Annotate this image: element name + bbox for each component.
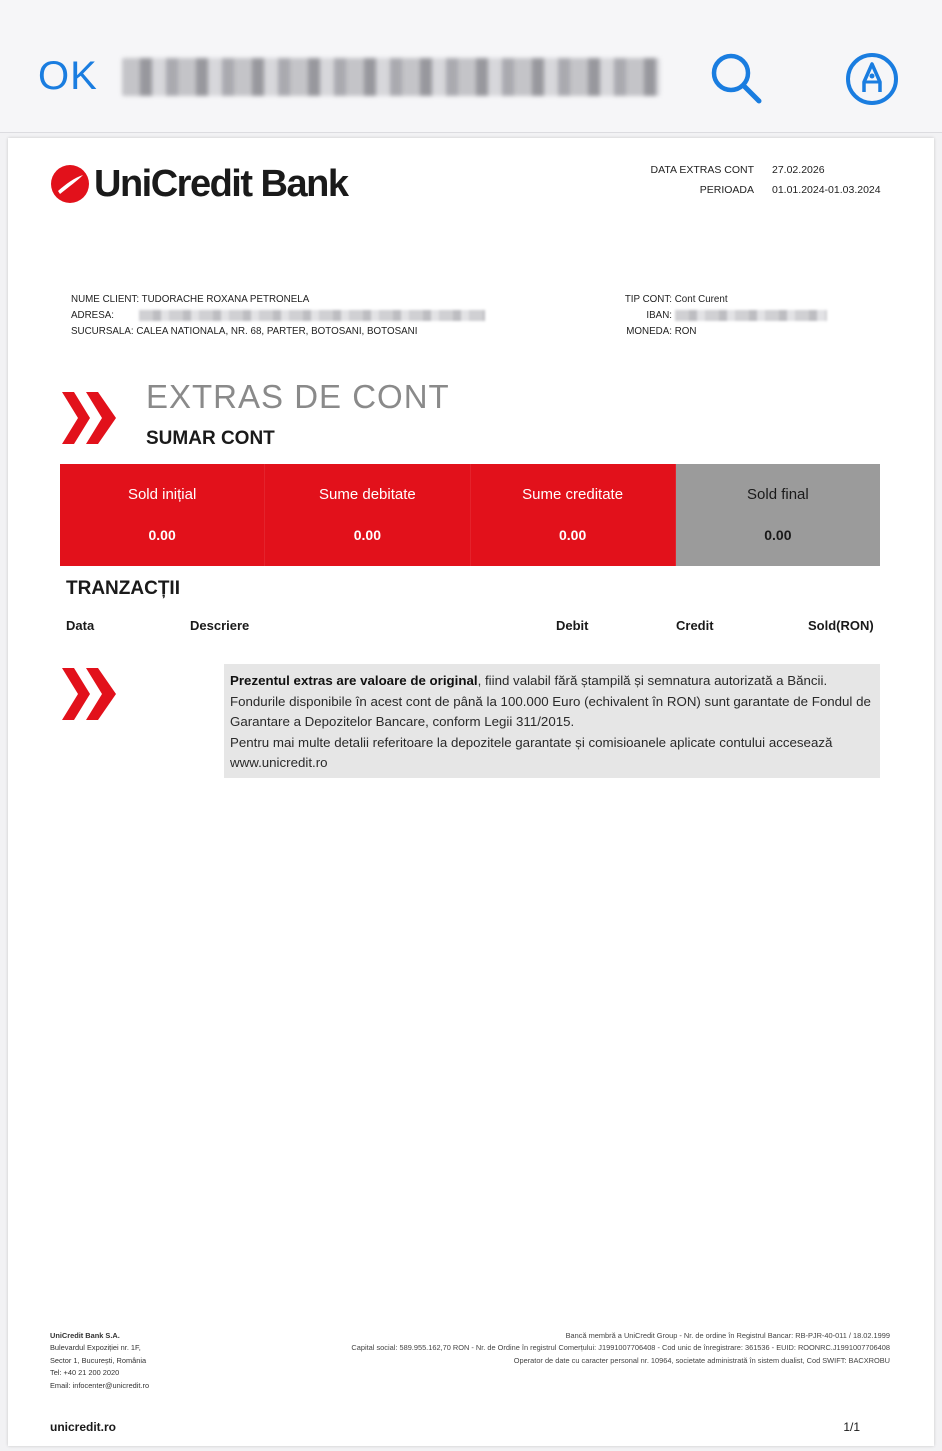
bank-logo xyxy=(50,160,347,208)
summary-opening-balance xyxy=(60,464,265,566)
notice-line-1 xyxy=(230,671,874,692)
summary-label: Sume creditate xyxy=(522,486,624,503)
document-title-redacted xyxy=(122,58,660,96)
bank-logo-text: UniCredit Bank xyxy=(94,162,348,205)
date-label: DATA EXTRAS CONT xyxy=(650,164,754,176)
currency-row xyxy=(578,324,878,340)
account-details xyxy=(578,292,878,340)
iban-redacted xyxy=(675,310,827,321)
client-name-label: NUME CLIENT: xyxy=(71,294,140,305)
statement-meta-labels xyxy=(598,160,754,200)
notice-line-1-rest: , fiind valabil fără ștampilă și semnatura autorizată a Băncii. xyxy=(477,673,828,688)
search-icon[interactable] xyxy=(706,48,766,108)
client-name-row xyxy=(71,292,541,308)
footer-company-name: UniCredit Bank S.A. xyxy=(50,1331,120,1340)
iban-row xyxy=(578,308,878,324)
markup-pen-icon[interactable] xyxy=(842,48,902,108)
client-address-redacted xyxy=(139,310,485,321)
period-value: 01.01.2024-01.03.2024 xyxy=(772,184,881,196)
period-label: PERIOADA xyxy=(699,184,754,196)
summary-label: Sold inițial xyxy=(127,486,197,503)
footer-phone: Tel: +40 21 200 2020 xyxy=(50,1368,120,1378)
client-address-label: ADRESA: xyxy=(71,310,115,321)
footer-legal-info xyxy=(250,1330,890,1367)
summary-debits xyxy=(265,464,470,566)
client-branch-label: SUCURSALA: xyxy=(71,326,134,337)
viewer-toolbar xyxy=(0,0,942,133)
client-details xyxy=(71,292,541,340)
summary-label: Sume debitate xyxy=(319,486,416,503)
double-chevron-icon xyxy=(60,664,118,724)
iban-label: IBAN: xyxy=(646,310,672,321)
transactions-title: TRANZACȚII xyxy=(66,578,180,599)
client-branch-value: CALEA NATIONALA, NR. 68, PARTER, BOTOSANI, BOTOSANI xyxy=(136,326,418,337)
account-summary xyxy=(60,464,880,566)
account-type-label: TIP CONT: xyxy=(624,294,672,305)
summary-final-balance xyxy=(676,464,880,566)
client-address-row xyxy=(71,308,541,324)
ok-button[interactable]: OK xyxy=(38,54,98,98)
summary-value: 0.00 xyxy=(559,527,587,543)
summary-subheading: SUMAR CONT xyxy=(146,428,275,449)
footer-address-2: Sector 1, București, România xyxy=(50,1355,147,1365)
footer-email: Email: infocenter@unicredit.ro xyxy=(50,1380,150,1390)
date-value: 27.02.2026 xyxy=(772,164,825,176)
statement-meta-values xyxy=(772,160,912,200)
client-name-value: TUDORACHE ROXANA PETRONELA xyxy=(141,294,310,305)
footer-company-info xyxy=(50,1330,149,1392)
footer-website: unicredit.ro xyxy=(50,1420,117,1434)
account-type-value: Cont Curent xyxy=(674,294,728,305)
column-header-description: Descriere xyxy=(190,618,250,633)
summary-credits xyxy=(471,464,676,566)
column-header-balance: Sold(RON) xyxy=(808,618,874,633)
notice-line-3: Pentru mai multe detalii referitoare la depozitele garantate și comisioanele aplicate contului accesează www.unicredit.ro xyxy=(230,734,833,771)
currency-label: MONEDA: xyxy=(626,326,672,337)
summary-value: 0.00 xyxy=(764,527,792,543)
statement-page xyxy=(8,138,934,1446)
column-header-credit: Credit xyxy=(676,618,714,633)
footer-legal-3: Operator de date cu caracter personal nr. 10964, societate administrată în sistem dualist, Cod SWIFT: BACXROBU xyxy=(513,1355,890,1365)
summary-label: Sold final xyxy=(747,486,809,503)
statement-heading: EXTRAS DE CONT xyxy=(146,378,450,415)
double-chevron-icon xyxy=(60,388,118,448)
currency-value: RON xyxy=(674,326,697,337)
page-number: 1/1 xyxy=(843,1420,860,1434)
client-branch-row xyxy=(71,324,541,340)
footer-legal-2: Capital social: 589.955.162,70 RON - Nr. de Ordine în registrul Comerțului: J1991007706408 - Cod unic de înregistrare: 361536 - EUID: ROONRC.J1991007706408 xyxy=(351,1343,890,1353)
summary-value: 0.00 xyxy=(148,527,176,543)
legal-notice-box xyxy=(224,664,880,778)
footer-address-1: Bulevardul Expoziției nr. 1F, xyxy=(50,1343,141,1353)
summary-value: 0.00 xyxy=(353,527,381,543)
notice-bold-text: Prezentul extras are valoare de original xyxy=(230,673,478,688)
unicredit-logo-icon xyxy=(50,164,90,204)
account-type-row xyxy=(578,292,878,308)
notice-line-2: Fondurile disponibile în acest cont de până la 100.000 Euro (echivalent în RON) sunt garantate de Fondul de Garantare a Depozitelor Bancare, conform Legii 311/2015. xyxy=(230,693,871,730)
footer-legal-1: Bancă membră a UniCredit Group - Nr. de ordine în Registrul Bancar: RB-PJR-40-011 / 18.02.1999 xyxy=(565,1331,890,1340)
column-header-date: Data xyxy=(66,618,95,633)
column-header-debit: Debit xyxy=(556,618,589,633)
